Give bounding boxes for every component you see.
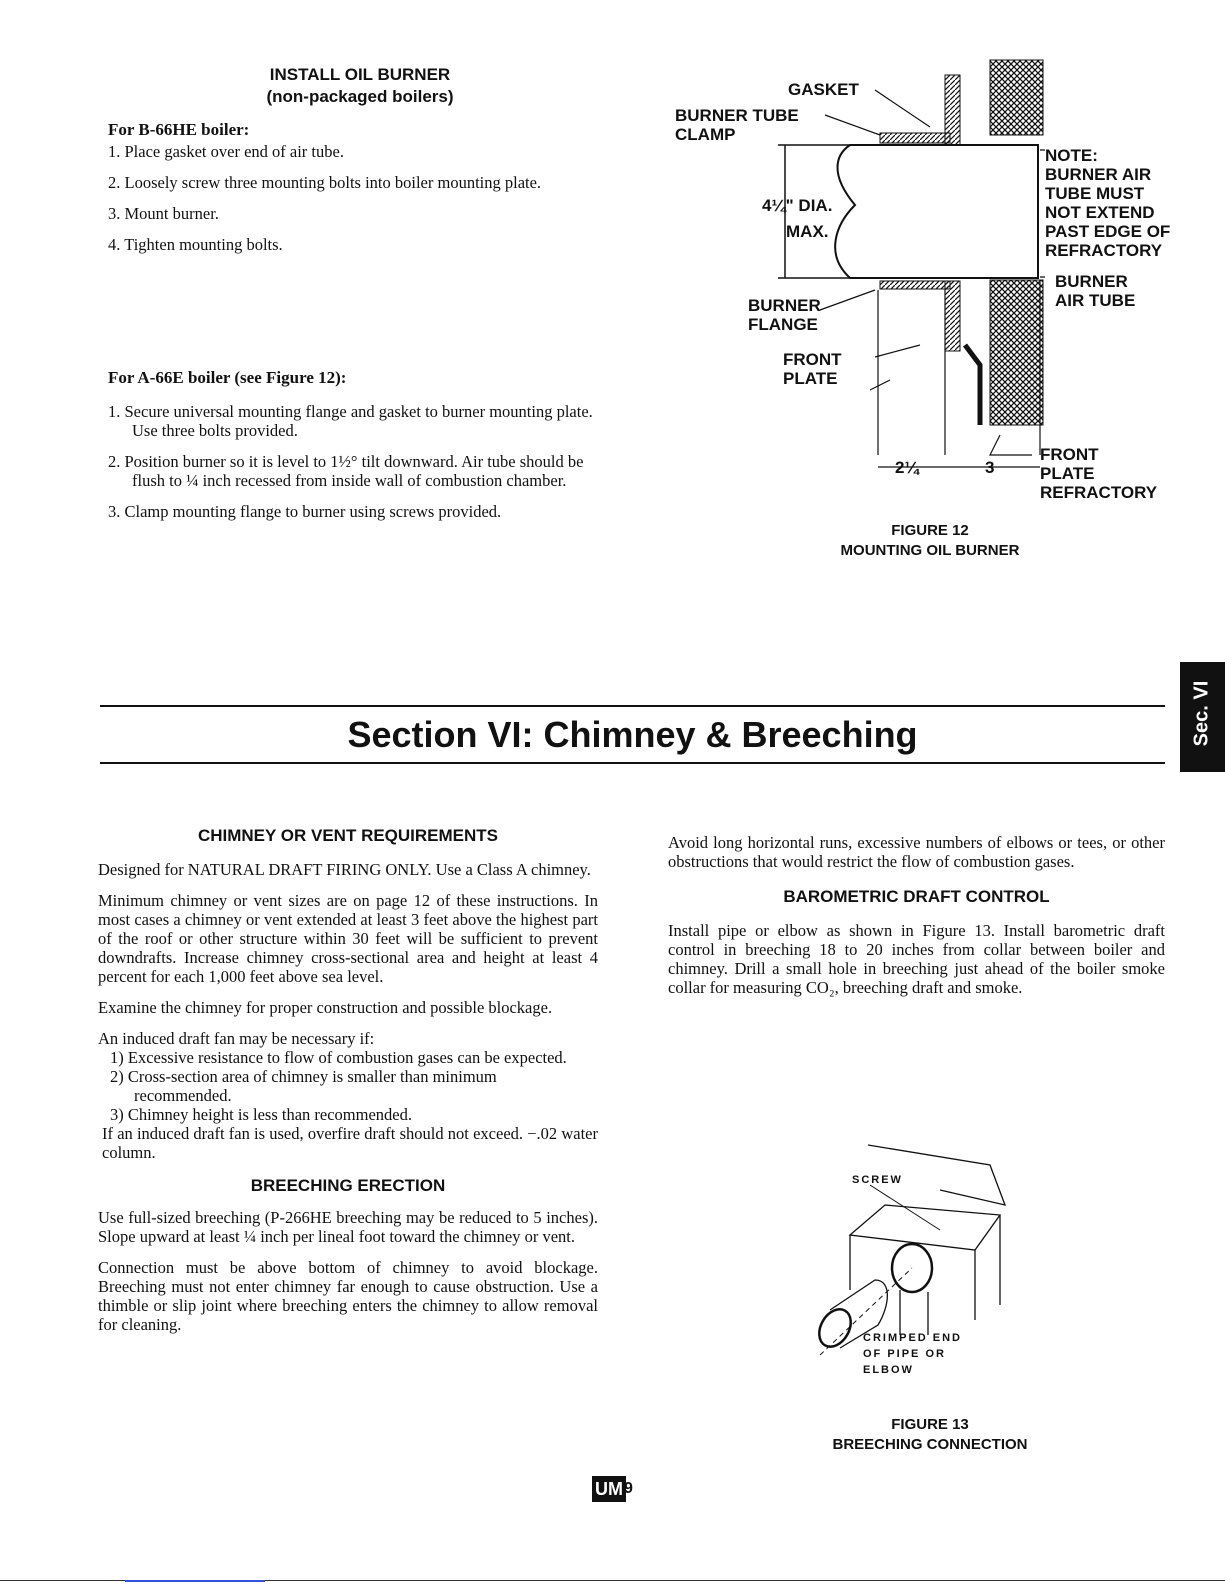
barometric-title: BAROMETRIC DRAFT CONTROL [783, 887, 1050, 906]
label-dia: 4¼" DIA. [762, 196, 833, 215]
paragraph: Designed for NATURAL DRAFT FIRING ONLY. Use a Class A chimney. [98, 860, 591, 879]
label-line: BURNER [1055, 272, 1128, 291]
note-line: TUBE MUST [1045, 184, 1145, 203]
note-line: BURNER AIR [1045, 165, 1152, 184]
install-heading [200, 64, 520, 108]
list-item: 1. Place gasket over end of air tube. [108, 142, 344, 161]
label-line: FLANGE [748, 315, 818, 334]
list-item: 2. Loosely screw three mounting bolts into boiler mounting plate. [108, 173, 542, 192]
page-number: 9 [624, 1480, 633, 1497]
list-item: 4. Tighten mounting bolts. [108, 235, 283, 254]
label-line: OF PIPE OR [863, 1348, 946, 1360]
install-subtitle: (non-packaged boilers) [266, 87, 454, 106]
chimney-title: CHIMNEY OR VENT REQUIREMENTS [197, 826, 499, 845]
caption-line: MOUNTING OIL BURNER [840, 542, 1020, 559]
label-line: FRONT [1040, 445, 1099, 464]
label-clamp [675, 106, 799, 144]
label-line: FRONT [783, 350, 842, 369]
label-line: PLATE [783, 369, 838, 388]
label-clamp-line: BURNER TUBE [675, 106, 799, 125]
list-item: 3. Clamp mounting flange to burner using screws provided. [108, 502, 502, 521]
note-line: NOTE: [1045, 146, 1098, 165]
paragraph: Avoid long horizontal runs, excessive numbers of elbows or tees, or other obstructions that would restrict the flow of combustion gases. [668, 833, 1165, 871]
caption-line: FIGURE 12 [891, 522, 969, 539]
section-tab-label: Sec. VI [1190, 680, 1213, 747]
note-line: PAST EDGE OF [1045, 222, 1171, 241]
label-line: AIR TUBE [1055, 291, 1136, 310]
list-item: 1) Excessive resistance to flow of combustion gases can be expected. [110, 1048, 567, 1067]
label-line: CRIMPED END [863, 1332, 963, 1344]
divider [100, 762, 1165, 764]
section-title: Section VI: Chimney & Breeching [347, 714, 918, 755]
divider [100, 705, 1165, 707]
section-tab [1180, 662, 1225, 772]
b66-heading: For B-66HE boiler: [108, 120, 250, 139]
scrollbar-indicator [125, 1580, 265, 1582]
caption-line: FIGURE 13 [891, 1416, 969, 1433]
list-item: 3. Mount burner. [108, 204, 219, 223]
label-note [1045, 146, 1170, 260]
logo: UM [592, 1476, 626, 1502]
label-line: REFRACTORY [1040, 483, 1158, 502]
label-clamp-line: CLAMP [675, 125, 736, 144]
paragraph: Install pipe or elbow as shown in Figure 13. Install barometric draft control in breeching 18 to 20 inches from collar between boiler and chimney. Drill a small hole in breeching just ahead of the boiler smoke collar for measuring CO₂, breeching draft and smoke. [668, 921, 1165, 997]
paragraph: Examine the chimney for proper construction and possible blockage. [98, 998, 553, 1017]
label-screw: SCREW [852, 1174, 903, 1186]
caption-line: BREECHING CONNECTION [832, 1436, 1028, 1453]
note-line: NOT EXTEND [1045, 203, 1155, 222]
dim-3: 3 [985, 458, 995, 477]
label-max: MAX. [786, 222, 829, 241]
paragraph: Minimum chimney or vent sizes are on page 12 of these instructions. In most cases a chimney or vent extended at least 3 feet above the highest part of the roof or other structure within 30 feet will be sufficient to prevent downdrafts. Increase chimney cross-sectional area and height at least 4 percent for each 1,000 feet above sea level. [98, 891, 598, 986]
label-refractory [1040, 445, 1157, 502]
label-gasket: GASKET [788, 80, 859, 99]
list-item: 3) Chimney height is less than recommended. [110, 1105, 412, 1124]
label-air-tube [1055, 272, 1135, 310]
dim-2-1-4: 2¼ [895, 458, 919, 477]
install-title: INSTALL OIL BURNER [269, 65, 451, 84]
paragraph: Use full-sized breeching (P-266HE breeching may be reduced to 5 inches). Slope upward at least ¼ inch per lineal foot toward the chimney or vent. [98, 1208, 598, 1246]
breeching-title: BREECHING ERECTION [250, 1176, 446, 1195]
label-crimped-end [863, 1330, 962, 1378]
figure-12-caption [780, 521, 1080, 561]
note-line: REFRACTORY [1045, 241, 1163, 260]
label-front-plate [783, 350, 842, 388]
paragraph: An induced draft fan may be necessary if: [98, 1029, 375, 1048]
list-item: 1. Secure universal mounting flange and gasket to burner mounting plate. Use three bolts provided. [108, 402, 593, 440]
paragraph: Connection must be above bottom of chimney to avoid blockage. Breeching must not enter chimney far enough to cause obstruction. Use a thimble or slip joint where breeching enters the chimney to allow removal for cleaning. [98, 1258, 598, 1334]
list-item: 2. Position burner so it is level to 1½° tilt downward. Air tube should be flush to ¼ inch recessed from inside wall of combustion chamber. [108, 452, 584, 490]
label-line: ELBOW [863, 1364, 914, 1376]
figure-13-caption [780, 1415, 1080, 1455]
list-item: 2) Cross-section area of chimney is smaller than minimum recommended. [110, 1067, 497, 1105]
a66-heading: For A-66E boiler (see Figure 12): [108, 368, 347, 387]
label-line: BURNER [748, 296, 821, 315]
paragraph: If an induced draft fan is used, overfire draft should not exceed. −.02 water column. [102, 1124, 598, 1162]
label-line: PLATE [1040, 464, 1095, 483]
label-flange [748, 296, 821, 334]
